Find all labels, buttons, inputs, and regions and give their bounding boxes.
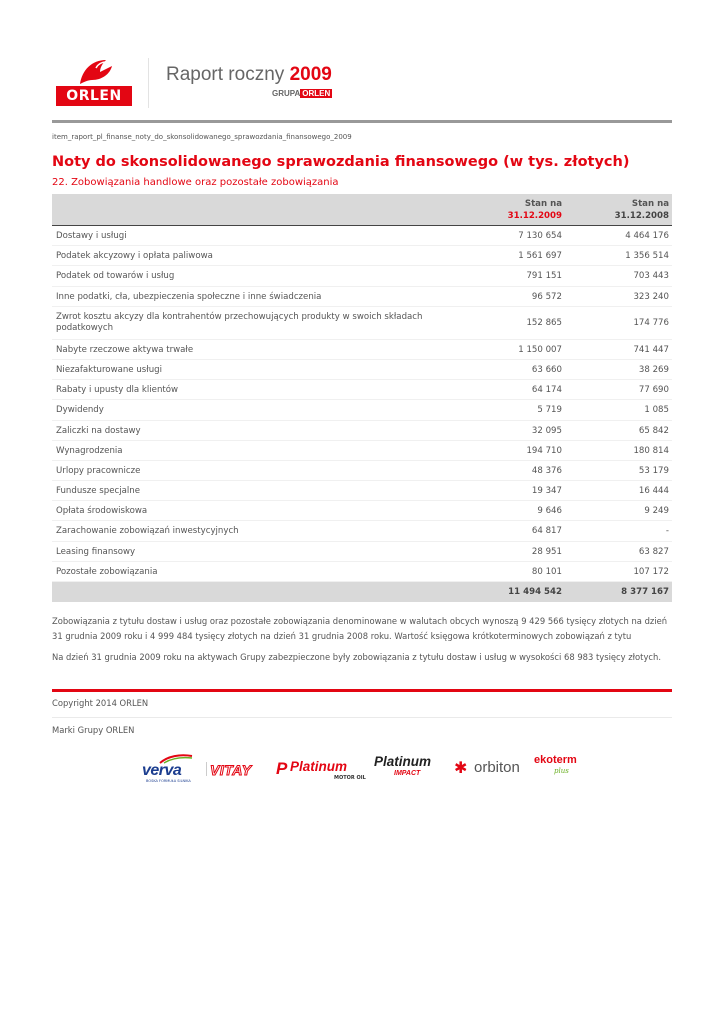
value-2008: 107 172 <box>633 566 669 577</box>
value-2008: 38 269 <box>638 364 669 375</box>
total-2009: 11 494 542 <box>508 587 562 597</box>
footer-rule <box>52 689 672 692</box>
row-label: Zaliczki na dostawy <box>56 425 141 436</box>
platinum-p-icon: P <box>276 759 288 778</box>
table-row <box>52 421 672 441</box>
platinum-subtext: MOTOR OIL <box>334 775 366 781</box>
report-title-text: Raport roczny <box>166 64 285 85</box>
copyright: Copyright 2014 ORLEN <box>52 698 149 708</box>
orlen-logo-text: ORLEN <box>56 86 132 106</box>
value-2008: 77 690 <box>638 385 669 396</box>
value-2009: 63 660 <box>531 364 562 375</box>
table-row <box>52 266 672 286</box>
value-2009: 19 347 <box>531 486 562 497</box>
verva-subtext: BOSKA FORMUŁA SILNIKA <box>146 779 191 783</box>
row-label: Podatek akcyzowy i opłata paliwowa <box>56 251 213 262</box>
row-label: Urlopy pracownicze <box>56 465 141 476</box>
value-2008: 65 842 <box>638 425 669 436</box>
row-label: Nabyte rzeczowe aktywa trwałe <box>56 344 194 355</box>
table-header <box>52 194 672 226</box>
value-2008: 174 776 <box>633 317 669 328</box>
value-2009: 7 130 654 <box>518 231 562 241</box>
table-total-row <box>52 582 672 602</box>
grupa-brand-tag: ORLEN <box>302 89 331 98</box>
table-row <box>52 380 672 400</box>
platinum-impact-subtext: IMPACT <box>394 770 421 777</box>
orbiton-star-icon: ✱ <box>454 758 468 777</box>
value-2009: 1 150 007 <box>518 344 562 355</box>
ekoterm-subtext: plus <box>554 767 569 775</box>
platinum-text: Platinum <box>290 759 348 774</box>
value-2009: 1 561 697 <box>518 251 562 262</box>
liabilities-table <box>52 194 672 602</box>
row-label: Niezafakturowane usługi <box>56 364 162 375</box>
value-2009: 64 174 <box>531 385 562 396</box>
row-label: Opłata środowiskowa <box>56 506 148 517</box>
ekoterm-text: ekoterm <box>534 754 577 766</box>
report-header <box>52 56 672 112</box>
row-label: Podatek od towarów i usług <box>56 271 175 282</box>
column-header-label: Stan na <box>524 199 562 209</box>
row-label: Fundusze specjalne <box>56 486 140 497</box>
report-year: 2009 <box>289 64 332 85</box>
column-header-date: 31.12.2008 <box>614 211 669 221</box>
value-2008: 1 085 <box>644 405 669 416</box>
orbiton-logo[interactable] <box>454 752 524 786</box>
value-2009: 791 151 <box>526 271 562 282</box>
table-row <box>52 246 672 266</box>
row-label: Zarachowanie zobowiązań inwestycyjnych <box>56 526 239 537</box>
value-2008: 741 447 <box>633 344 669 355</box>
value-2008: 63 827 <box>638 546 669 557</box>
ekoterm-logo[interactable] <box>532 752 592 786</box>
value-2009: 32 095 <box>531 425 562 436</box>
table-row <box>52 461 672 481</box>
table-row <box>52 360 672 380</box>
column-header-date: 31.12.2009 <box>507 211 562 221</box>
value-2009: 64 817 <box>531 526 562 537</box>
column-header-label: Stan na <box>631 199 669 209</box>
column-header-2009 <box>482 198 562 222</box>
verva-logo[interactable] <box>140 752 200 786</box>
table-row <box>52 562 672 582</box>
value-2008: 4 464 176 <box>625 231 669 241</box>
value-2009: 28 951 <box>531 546 562 557</box>
column-header-2008 <box>589 198 669 222</box>
note-secured-liabilities: Na dzień 31 grudnia 2009 roku na aktywach Grupy zabezpieczone były zobowiązania z tytułu dostaw i usług w wysokości 68 983 tysięcy złotych. <box>52 652 661 662</box>
verva-text: verva <box>142 762 182 779</box>
value-2008: 16 444 <box>638 486 669 497</box>
value-2008: - <box>665 526 669 537</box>
row-label: Dywidendy <box>56 405 104 416</box>
row-label: Dostawy i usługi <box>56 231 127 241</box>
header-rule <box>52 120 672 123</box>
row-label: Rabaty i upusty dla klientów <box>56 385 179 396</box>
total-2008: 8 377 167 <box>621 587 669 597</box>
platinum-impact-text: Platinum <box>374 754 432 769</box>
value-2009: 194 710 <box>526 445 562 456</box>
value-2008: 1 356 514 <box>625 251 669 262</box>
value-2008: 180 814 <box>633 445 669 456</box>
value-2009: 48 376 <box>531 465 562 476</box>
table-body <box>52 226 672 582</box>
value-2008: 323 240 <box>633 291 669 302</box>
value-2009: 80 101 <box>531 566 562 577</box>
platinum-logo[interactable] <box>276 752 366 786</box>
value-2009: 96 572 <box>531 291 562 302</box>
orlen-eagle-icon <box>72 56 120 86</box>
note-foreign-currency: Zobowiązania z tytułu dostaw i usług oraz pozostałe zobowiązania denominowane w walutach obcych wynoszą 9 429 566 tysięcy złotych na dzień 31 grudnia 2009 roku i 4 999 484 tysięcy złotych na dzień 31 grudnia 2008 roku. Wartość księgowa krótkoterminowych zobowiązań z tytu <box>52 616 668 641</box>
section-title: 22. Zobowiązania handlowe oraz pozostałe zobowiązania <box>52 177 339 188</box>
orbiton-text: orbiton <box>474 759 520 776</box>
row-label: Inne podatki, cła, ubezpieczenia społeczne i inne świadczenia <box>56 291 322 302</box>
table-row <box>52 307 672 340</box>
header-divider <box>148 58 149 108</box>
table-row <box>52 521 672 541</box>
breadcrumb: item_raport_pl_finanse_noty_do_skonsolidowanego_sprawozdania_finansowego_2009 <box>52 133 352 141</box>
vitay-logo[interactable] <box>210 752 266 786</box>
brands-label: Marki Grupy ORLEN <box>52 725 135 735</box>
brand-logos <box>140 752 590 786</box>
value-2008: 9 249 <box>644 506 669 517</box>
value-2009: 152 865 <box>526 317 562 328</box>
value-2009: 5 719 <box>537 405 562 416</box>
report-title <box>166 64 332 86</box>
table-row <box>52 400 672 420</box>
row-label: Pozostałe zobowiązania <box>56 566 158 577</box>
value-2008: 703 443 <box>633 271 669 282</box>
table-row <box>52 340 672 360</box>
row-label: Zwrot kosztu akcyzy dla kontrahentów przechowujących produkty w swoich składach podatkowych <box>56 311 423 334</box>
grupa-orlen-label <box>272 89 332 98</box>
page-title: Noty do skonsolidowanego sprawozdania finansowego (w tys. złotych) <box>52 154 630 170</box>
platinum-impact-logo[interactable] <box>374 752 444 786</box>
table-row <box>52 226 672 246</box>
table-row <box>52 481 672 501</box>
brand-separator <box>206 762 207 776</box>
grupa-text: GRUPA <box>272 89 301 98</box>
orlen-logo[interactable] <box>56 56 132 108</box>
value-2009: 9 646 <box>537 506 562 517</box>
row-label: Leasing finansowy <box>56 546 136 557</box>
vitay-text: VITAY <box>210 762 252 778</box>
row-label: Wynagrodzenia <box>56 445 123 456</box>
table-row <box>52 287 672 307</box>
table-row <box>52 542 672 562</box>
footer-divider <box>52 717 672 718</box>
table-row <box>52 501 672 521</box>
value-2008: 53 179 <box>638 465 669 476</box>
table-row <box>52 441 672 461</box>
